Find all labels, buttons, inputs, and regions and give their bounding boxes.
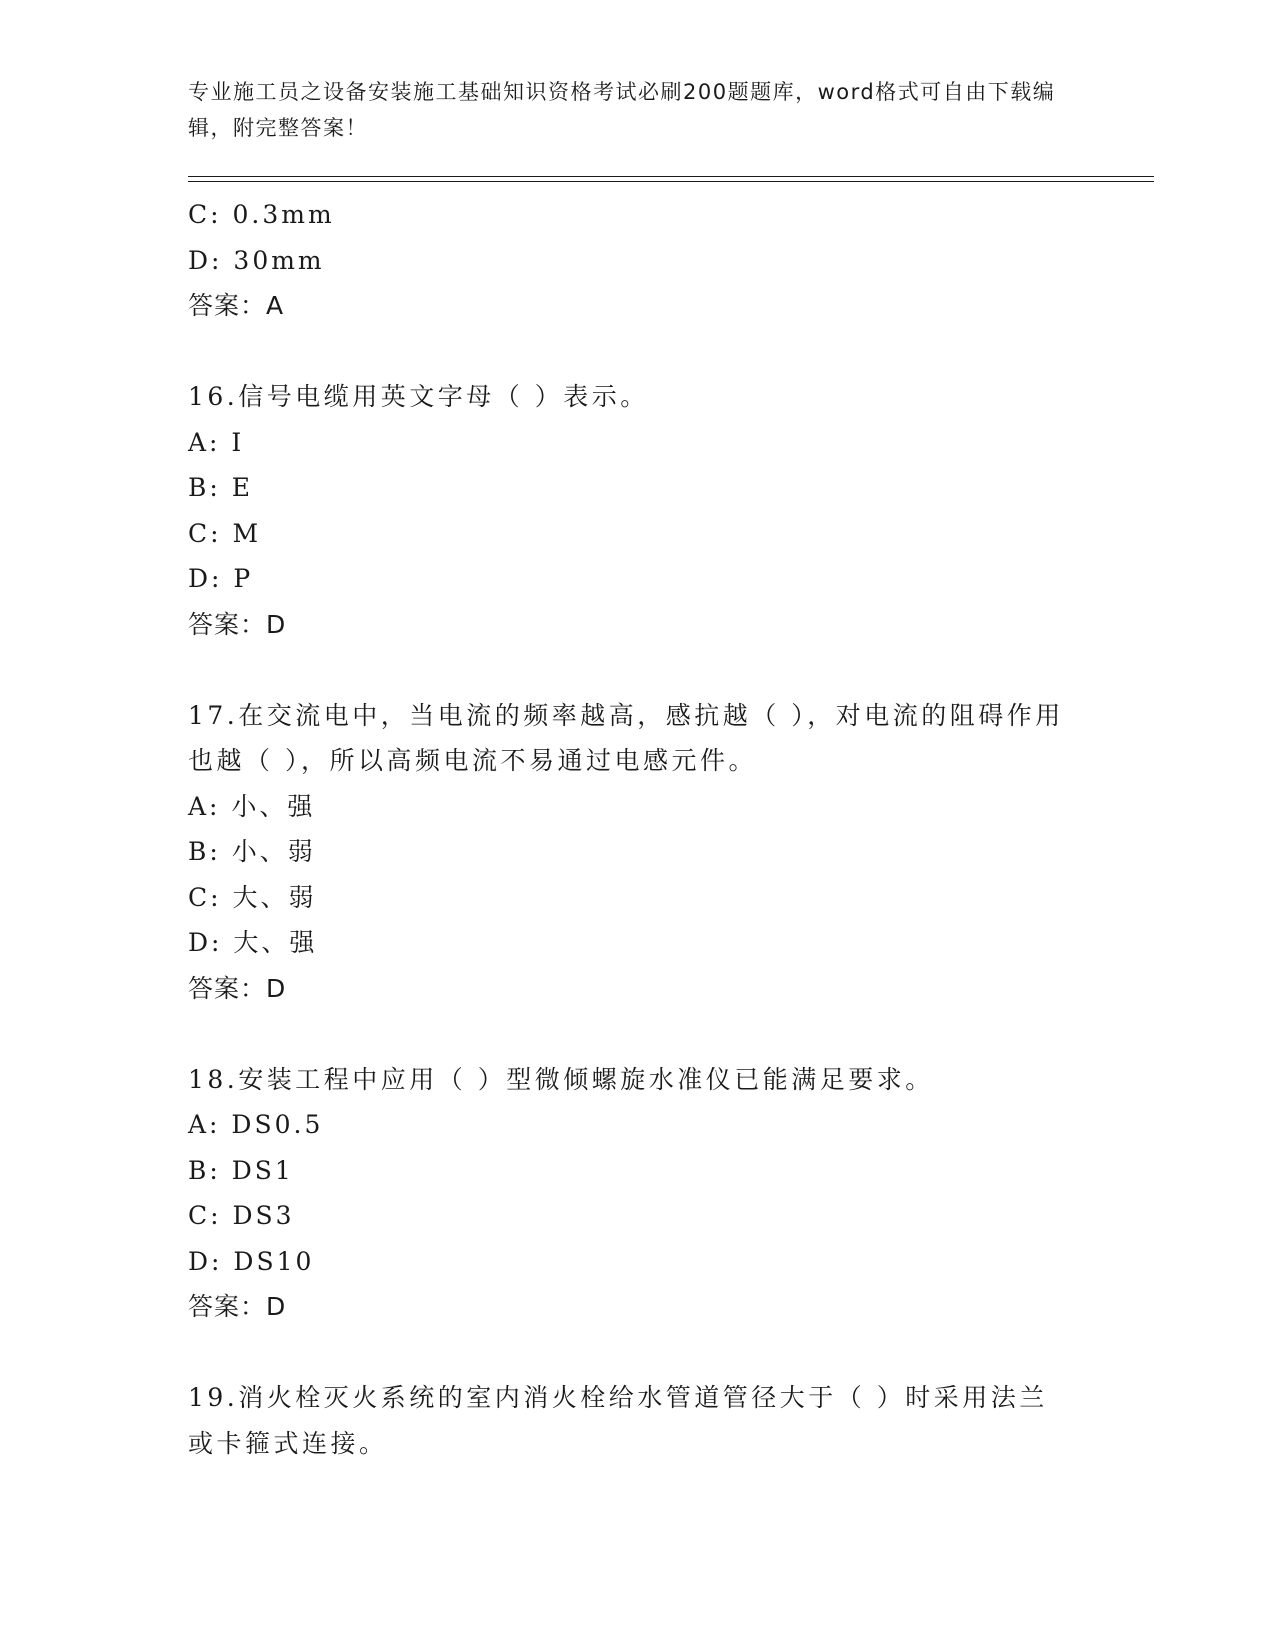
option-d: D: P — [188, 564, 254, 593]
header-divider-bottom — [188, 181, 1154, 182]
answer: 答案：D — [188, 1292, 287, 1321]
option-b: B: E — [188, 473, 253, 502]
option-c: C: 0.3mm — [188, 200, 335, 229]
header-title: 专业施工员之设备安装施工基础知识资格考试必刷200题题库，word格式可自由下载编辑，附完整答案！ — [188, 80, 1056, 140]
header-divider-top — [188, 176, 1154, 177]
question-text: 18.安装工程中应用（ ）型微倾螺旋水准仪已能满足要求。 — [188, 1064, 934, 1094]
question-16 — [188, 374, 1068, 647]
spacer — [188, 329, 1068, 375]
question-19 — [188, 1375, 1068, 1466]
answer: 答案：D — [188, 609, 287, 639]
option-a: A: I — [188, 427, 245, 457]
document-header — [188, 74, 1068, 146]
option-c: C: DS3 — [188, 1201, 295, 1230]
option-d: D: DS10 — [188, 1246, 315, 1276]
question-17 — [188, 693, 1068, 1012]
option-b: B: 小、弱 — [188, 837, 316, 866]
option-c: C: M — [188, 518, 262, 548]
option-a: A: DS0.5 — [188, 1110, 324, 1139]
spacer — [188, 1330, 1068, 1376]
spacer — [188, 1011, 1068, 1057]
answer: 答案：D — [188, 973, 287, 1003]
question-text: 19.消火栓灭火系统的室内消火栓给水管道管径大于（ ）时采用法兰或卡箍式连接。 — [188, 1383, 1048, 1458]
question-text: 17.在交流电中，当电流的频率越高，感抗越（ ），对电流的阻碍作用也越（ ），所以高频电流不易通过电感元件。 — [188, 700, 1064, 775]
answer: 答案：A — [188, 291, 285, 320]
option-d: D: 大、强 — [188, 928, 318, 957]
question-text: 16.信号电缆用英文字母（ ）表示。 — [188, 382, 649, 411]
document-body — [188, 192, 1068, 1466]
option-c: C: 大、弱 — [188, 882, 317, 912]
option-b: B: DS1 — [188, 1155, 294, 1185]
question-15-tail — [188, 192, 1068, 329]
spacer — [188, 647, 1068, 693]
question-18 — [188, 1057, 1068, 1330]
option-a: A: 小、强 — [188, 791, 316, 821]
option-d: D: 30mm — [188, 245, 325, 275]
